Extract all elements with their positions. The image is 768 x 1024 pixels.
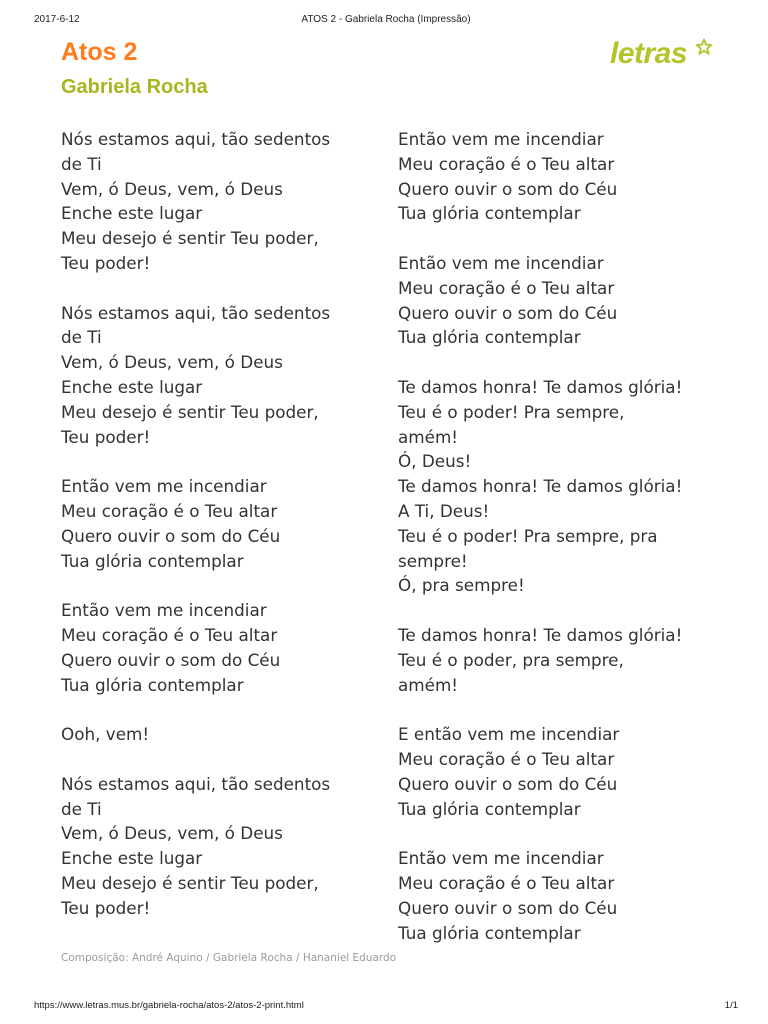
lyrics-line: sempre! [398, 550, 468, 571]
lyrics-line: Meu coração é o Teu altar [398, 748, 615, 769]
lyrics-line: Vem, ó Deus, vem, ó Deus [61, 178, 283, 199]
lyrics-stanza [61, 772, 391, 921]
lyrics-stanza [61, 722, 391, 747]
lyrics-line: Teu é o poder, pra sempre, [398, 649, 624, 670]
lyrics-line: Meu coração é o Teu altar [398, 153, 615, 174]
lyrics-line: Quero ouvir o som do Céu [61, 525, 281, 546]
lyrics-line: Meu coração é o Teu altar [398, 872, 615, 893]
lyrics-stanza [61, 127, 391, 276]
lyrics-stanza [61, 598, 391, 697]
lyrics-line: Nós estamos aqui, tão sedentos [61, 129, 331, 149]
lyrics-line: Nós estamos aqui, tão sedentos [61, 773, 331, 794]
composition-credits: Composição: André Aquino / Gabriela Rocha / Hananiel Eduardo [61, 952, 397, 964]
lyrics-line: Nós estamos aqui, tão sedentos [61, 302, 331, 323]
lyrics-line: Meu coração é o Teu altar [398, 277, 615, 298]
letras-logo [610, 34, 714, 74]
lyrics-stanza [398, 375, 728, 598]
lyrics-line: Enche este lugar [61, 376, 203, 397]
lyrics-line: Teu é o poder! Pra sempre, [398, 401, 625, 422]
lyrics-line: A Ti, Deus! [398, 500, 490, 521]
print-document-title: ATOS 2 - Gabriela Rocha (Impressão) [301, 14, 471, 25]
lyrics-line: Te damos honra! Te damos glória! [398, 376, 683, 397]
lyrics-line: Quero ouvir o som do Céu [398, 302, 618, 323]
lyrics-line: Teu poder! [61, 897, 151, 918]
lyrics-stanza [398, 722, 728, 821]
song-title: Atos 2 [61, 38, 138, 66]
lyrics-line: Quero ouvir o som do Céu [398, 773, 618, 794]
lyrics-line: Quero ouvir o som do Céu [398, 178, 618, 199]
print-footer [34, 1000, 738, 1014]
lyrics-line: Quero ouvir o som do Céu [61, 649, 281, 670]
lyrics-line: Meu desejo é sentir Teu poder, [61, 228, 319, 249]
lyrics-line: Ó, Deus! [398, 451, 472, 472]
lyrics-line: Te damos honra! Te damos glória! [398, 624, 683, 645]
lyrics-line: amém! [398, 674, 459, 695]
logo-text: letras [610, 37, 688, 70]
page-number: 1/1 [724, 1000, 738, 1011]
lyrics-stanza [61, 301, 391, 450]
lyrics-line: Teu é o poder! Pra sempre, pra [398, 525, 658, 546]
lyrics-stanza [398, 846, 728, 945]
lyrics-line: Meu desejo é sentir Teu poder, [61, 401, 319, 422]
lyrics-line: Meu coração é o Teu altar [61, 624, 278, 645]
lyrics-line: Tua glória contemplar [61, 550, 244, 571]
lyrics-line: Tua glória contemplar [61, 674, 244, 695]
lyrics-line: de Ti [61, 153, 102, 174]
lyrics-line: Teu poder! [61, 252, 151, 273]
star-icon [695, 38, 713, 56]
lyrics-line: Então vem me incendiar [61, 600, 267, 621]
lyrics-line: Tua glória contemplar [398, 922, 581, 943]
print-date: 2017-6-12 [34, 14, 80, 25]
lyrics-line: Te damos honra! Te damos glória! [398, 476, 683, 497]
lyrics-line: Então vem me incendiar [61, 476, 267, 497]
lyrics-stanza [398, 127, 728, 226]
lyrics-line: Vem, ó Deus, vem, ó Deus [61, 823, 283, 844]
lyrics-stanza [398, 623, 728, 697]
lyrics-stanza [61, 474, 391, 573]
lyrics-line: Quero ouvir o som do Céu [398, 897, 618, 918]
lyrics-line: Tua glória contemplar [398, 203, 581, 224]
artist-name: Gabriela Rocha [61, 76, 208, 98]
lyrics-line: Meu coração é o Teu altar [61, 500, 278, 521]
lyrics-line: Teu poder! [61, 426, 151, 447]
lyrics-line: Ooh, vem! [61, 724, 150, 745]
lyrics-line: Tua glória contemplar [398, 327, 581, 348]
lyrics-line: Então vem me incendiar [398, 848, 604, 869]
lyrics-column-right [398, 127, 728, 945]
print-header [34, 14, 738, 28]
lyrics-line: de Ti [61, 327, 102, 348]
lyrics-line: Ó, pra sempre! [398, 575, 525, 596]
page-url: https://www.letras.mus.br/gabriela-rocha/atos-2/atos-2-print.html [34, 1000, 304, 1011]
lyrics-line: Então vem me incendiar [398, 129, 604, 149]
lyrics-line: Enche este lugar [61, 848, 203, 869]
lyrics-line: de Ti [61, 798, 102, 819]
lyrics-stanza [398, 251, 728, 350]
lyrics-column-left [61, 127, 391, 921]
lyrics-line: E então vem me incendiar [398, 724, 620, 745]
lyrics-line: Então vem me incendiar [398, 252, 604, 273]
lyrics-line: Tua glória contemplar [398, 798, 581, 819]
lyrics-line: Vem, ó Deus, vem, ó Deus [61, 352, 283, 373]
lyrics-line: Meu desejo é sentir Teu poder, [61, 872, 319, 893]
lyrics-line: Enche este lugar [61, 203, 203, 224]
lyrics-line: amém! [398, 426, 459, 447]
